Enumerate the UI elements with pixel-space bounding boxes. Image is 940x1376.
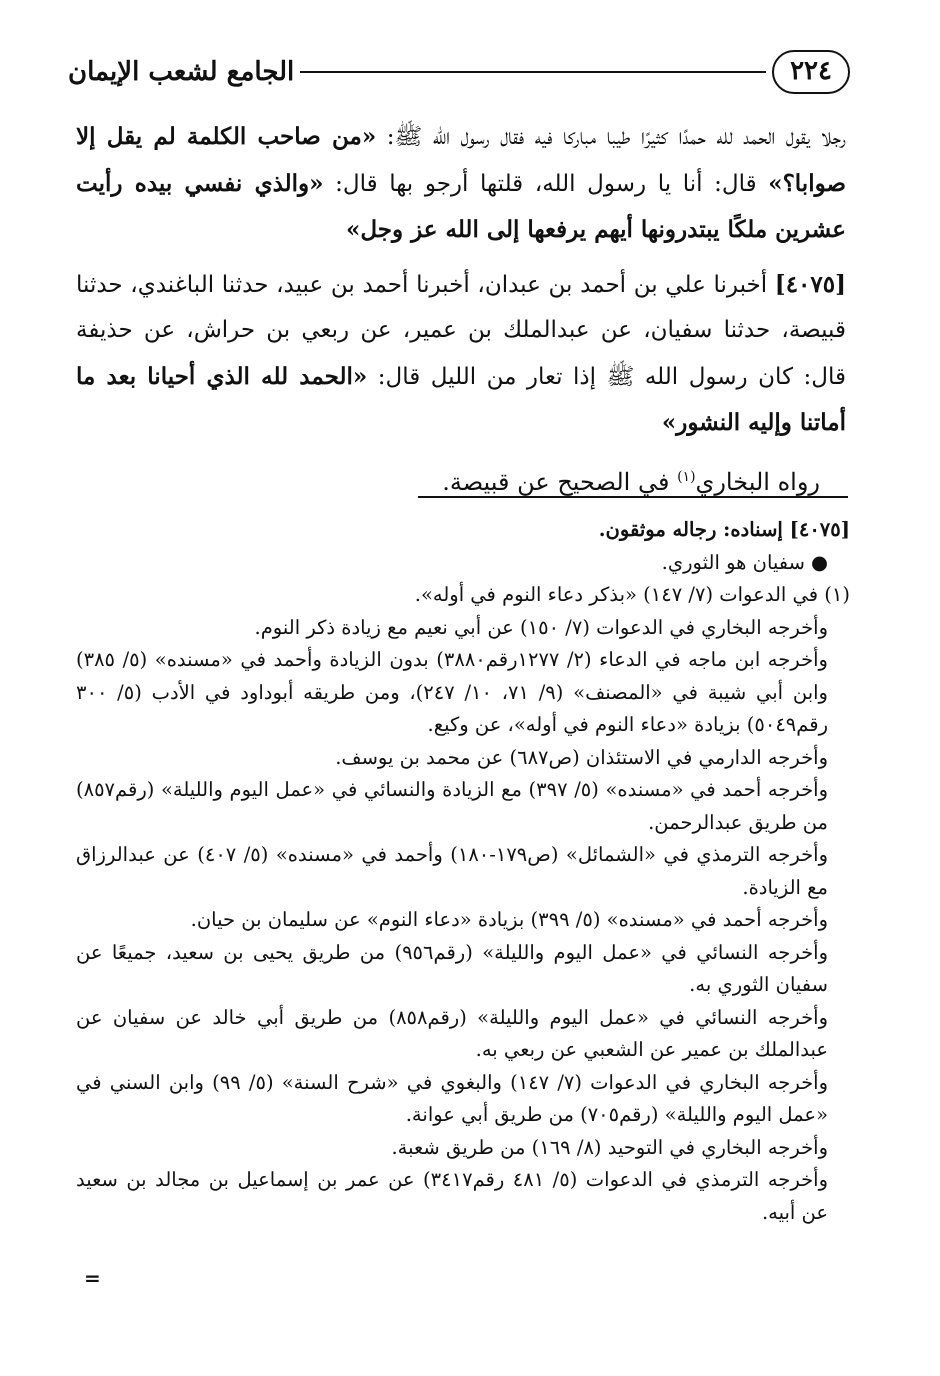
footnote-line: وأخرجه النسائي في «عمل اليوم والليلة» (رقم٨٥٨) من طريق أبي خالد عن سفيان عن عبدالملك بن عمير عن الشعبي عن ربعي به.	[76, 1005, 828, 1061]
hadith-quote: «الحمد لله الذي أحيانا بعد ما أماتنا وإليه النشور»	[76, 362, 846, 436]
footnote-line: وأخرجه أحمد في «مسنده» (٥/ ٣٩٧) مع الزيادة والنسائي في «عمل اليوم والليلة» (رقم٨٥٧) من طريق عبدالرحمن.	[76, 778, 828, 834]
hadith-paragraph-continued	[76, 114, 846, 254]
main-text	[76, 114, 846, 505]
footnote-line: وأخرجه أحمد في «مسنده» (٥/ ٣٩٩) بزيادة «دعاء النوم» عن سليمان بن حيان.	[190, 908, 828, 931]
footnote-ref: (١)	[677, 468, 696, 485]
narration-text: أخبرنا علي بن أحمد بن عبدان، أخبرنا أحمد بن عبيد، حدثنا الباغندي، حدثنا قبيصة، حدثنا سفيان، عن عبدالملك بن عمير، عن ربعي بن حراش، عن حذيفة قال: كان رسول الله ﷺ إذا تعار من الليل قال:	[76, 271, 846, 390]
narration-text: رجلا يقول الحمد لله حمدًا كثيرًا طيبا مباركا فيه فقال رسول الله ﷺ:	[376, 124, 846, 150]
bullet-icon: ●	[810, 550, 828, 574]
bullet-text: سفيان هو الثوري.	[661, 550, 805, 574]
continuation-mark: =	[84, 1266, 101, 1290]
footnote-line: وأخرجه البخاري في الدعوات (٧/ ١٥٠) عن أبي نعيم مع زيادة ذكر النوم.	[254, 615, 828, 639]
footnote-line: وأخرجه النسائي في «عمل اليوم والليلة» (رقم٩٥٦) من طريق يحيى بن سعيد، جميعًا عن سفيان الثوري به.	[76, 940, 828, 996]
footnote-line: وأخرجه البخاري في الدعوات (٧/ ١٤٧) والبغوي في «شرح السنة» (٥/ ٩٩) وابن السني في «عمل اليوم والليلة» (رقم٧٠٥) من طريق أبي عوانة.	[76, 1070, 829, 1126]
footnote-lines	[76, 579, 850, 1229]
footnote-line: وأخرجه الدارمي في الاستئذان (ص٦٨٧) عن محمد بن يوسف.	[335, 745, 828, 769]
isnad-text: إسناده: رجاله موثقون.	[598, 518, 790, 541]
footnote-line: وأخرجه ابن ماجه في الدعاء (٢/ ١٢٧٧رقم٣٨٨٠) بدون الزيادة وأحمد في «مسنده» (٥/ ٣٨٥) وابن أبي شيبة في «المصنف» (٩/ ٧١، ١٠/ ٢٤٧)، ومن طريقه أبوداود في الأدب (٥/ ٣٠٠ رقم٥٠٤٩) بزيادة «دعاء النوم في أوله»، عن وكيع.	[76, 648, 828, 736]
narration-text: قال: أنا يا رسول الله، قلتها أرجو بها قال:	[323, 170, 769, 197]
footnote-divider	[418, 496, 848, 498]
hadith-quote: «من صاحب الكلمة لم يقل إلا صوابا؟»	[76, 123, 846, 197]
hadith-number: [٤٠٧٥]	[774, 270, 846, 298]
hadith-quote: «والذي نفسي بيده رأيت عشرين ملكًا يبتدرونها أيهم يرفعها إلى الله عز وجل»	[76, 169, 846, 243]
page-header	[68, 40, 850, 104]
hadith-paragraph-4075	[76, 262, 846, 447]
page-number: ٢٢٤	[772, 50, 850, 93]
narration-source-text: رواه البخاري	[695, 467, 820, 496]
narration-source-text-end: في الصحيح عن قبيصة.	[442, 467, 678, 496]
footnote-line: وأخرجه الترمذي في «الشمائل» (ص١٧٩-١٨٠) وأحمد في «مسنده» (٥/ ٤٠٧) عن عبدالرزاق مع الزيادة.	[76, 843, 828, 899]
footnotes	[76, 514, 850, 1229]
footnote-line: وأخرجه الترمذي في الدعوات (٥/ ٤٨١ رقم٣٤١٧) عن عمر بن إسماعيل بن مجالد بن سعيد عن أبيه.	[76, 1168, 828, 1224]
header-rule	[300, 71, 766, 73]
bullet-note	[76, 547, 850, 580]
footnote-line: (١) في الدعوات (٧/ ١٤٧) «بذكر دعاء النوم في أوله».	[414, 583, 850, 606]
running-title: الجامع لشعب الإيمان	[68, 57, 295, 87]
isnad-number: [٤٠٧٥]	[789, 518, 850, 541]
footnote-line: وأخرجه البخاري في التوحيد (٨/ ١٦٩) من طريق شعبة.	[391, 1135, 828, 1159]
isnad-note	[76, 514, 850, 547]
